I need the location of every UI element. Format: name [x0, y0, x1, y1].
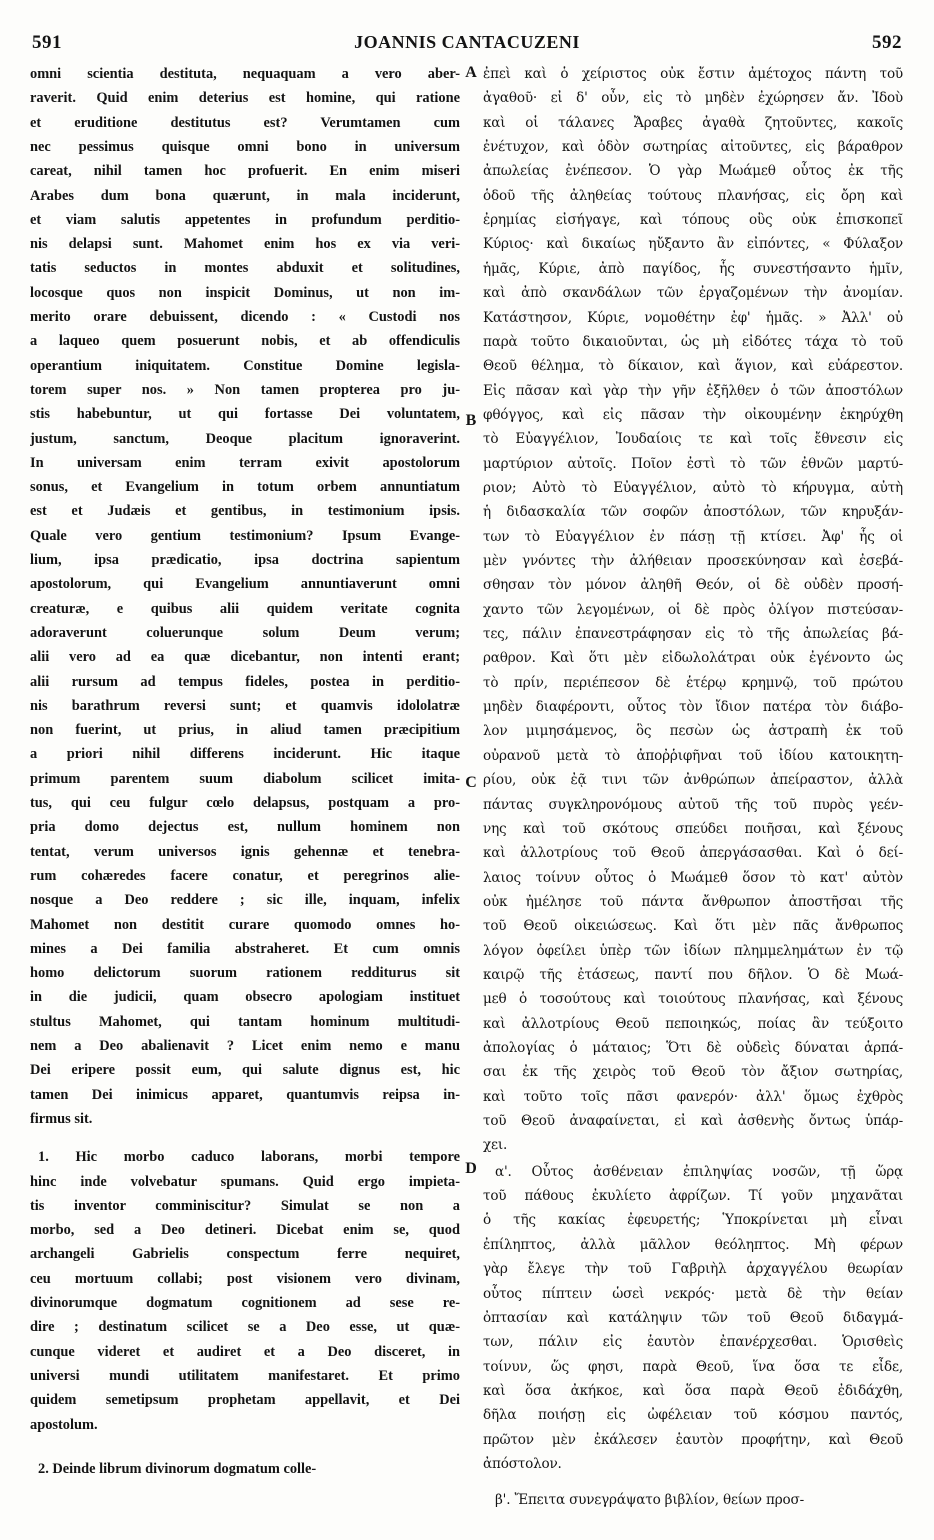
- greek-text-line: μὲν γνόντες τὴν ἀλήθειαν προσεκύνησαν καὶ ἐσεβά-: [483, 553, 903, 569]
- latin-text-line: tis inventor comminiscitur? Simulat se non a: [30, 1197, 460, 1214]
- greek-text-line: σαι ἐκ τῆς χειρὸς τοῦ Θεοῦ τὸν ἄξιον σωτηρίας,: [483, 1064, 903, 1081]
- latin-text-line: in die judicii, quam obsecro apologiam instituet: [30, 989, 460, 1006]
- latin-text-line: locosque quos non inspicit Dominus, ut non im-: [30, 284, 460, 301]
- latin-text-line: hinc inde volvebatur spumans. Quid ergo impieta-: [30, 1173, 460, 1190]
- greek-text-line: ἡμᾶς, Κύριε, ἀπὸ παγίδος, ἧς συνεστήσαντο ἡμῖν,: [483, 260, 903, 277]
- latin-text-line: omni scientia destituta, nequaquam a vero aber-: [30, 66, 460, 82]
- margin-letter: B: [465, 412, 477, 429]
- greek-text-line: οὐκ ἠμέλησε τοῦ πάντα ἄνθρωπον ἀποστῆσαι τῆς: [483, 893, 903, 910]
- latin-text-line: stis habebuntur, ut qui fortasse Dei voluntatem,: [30, 406, 460, 423]
- latin-text-line: apostolorum, qui Evangelium annuntiaverunt omni: [30, 576, 460, 593]
- greek-text-line: πρῶτον μὲν ἐκάλεσεν ἑαυτὸν προφήτην, καὶ Θεοῦ: [483, 1431, 903, 1448]
- latin-text-line: alii rursum ad tempus fideles, postea in perditio-: [30, 673, 460, 690]
- latin-text-line: creaturæ, e quibus alii quidem veritate cognita: [30, 600, 460, 617]
- greek-text-line: λαιος τοίνυν οὗτος ὁ Μωάμεθ ὅσον τὸ κατ' αὐτὸν: [483, 869, 903, 886]
- latin-text-line: mines a Dei familia abstraheret. Et cum omnis: [30, 940, 460, 957]
- latin-text-line: alii vero ad ea quæ dicebantur, non intenti erant;: [30, 649, 460, 666]
- latin-text-line: homo delictorum suorum rationem redditurus sit: [30, 965, 460, 982]
- greek-text-line: καὶ οἱ τάλανες Ἄραβες ἀγαθὰ ζητοῦντες, κακοῖς: [483, 114, 903, 131]
- greek-text-line: τες, πάλιν ἐπανεστράφησαν εἰς τὸ τῆς ἀπωλείας βά-: [483, 626, 903, 643]
- greek-text-line: ἀγαθοῦ· εἰ δ' οὖν, εἰς τὸ μηδὲν ἐχώρησεν ἄν. Ἰδοὺ: [483, 90, 903, 107]
- greek-text-line: μεθ ὁ τοσούτους καὶ τοιούτους πλανήσας, καὶ ξένους: [483, 991, 903, 1008]
- greek-text-line: πάντας συγκληρονόμους αὐτοῦ τῆς τοῦ πυρὸς γεέν-: [483, 796, 903, 813]
- latin-text-line: tentat, verum universos ignis gehennæ et tenebra-: [30, 843, 460, 860]
- greek-text-line: των τὸ Εὐαγγέλιον ἐν πάσῃ τῇ κτίσει. Ἀφ' ἧς οἱ: [483, 528, 903, 545]
- latin-text-line: a priori nihil differens inciderunt. Hic itaque: [30, 746, 460, 763]
- greek-text-line: Κατάστησον, Κύριε, νομοθέτην ἐφ' ἡμᾶς. » Ἀλλ' οὐ: [483, 309, 903, 326]
- greek-text-line: ἐνέτυχον, καὶ ὁδὸν σωτηρίας αἰτοῦντες, εἰς βάραθρον: [483, 139, 903, 156]
- right-page-number: 592: [872, 32, 902, 53]
- greek-text-line: Θεοῦ θέλημα, τὸ δίκαιον, καὶ ἅγιον, καὶ εὐάρεστον.: [483, 358, 903, 375]
- latin-text-line: Arabes dum bona quærunt, in mala inciderunt,: [30, 187, 460, 204]
- greek-text-line: ὁ τῆς κακίας ἐφευρετής; Ὑποκρίνεται μὴ εἶναι: [483, 1212, 903, 1229]
- latin-text-line: Dei eripere possit eum, qui salute dignus est, hic: [30, 1062, 460, 1079]
- greek-text-line: σθησαν τὸν μόνον ἀληθῆ Θεόν, οἱ δὲ οὐδὲν προσή-: [483, 577, 903, 594]
- latin-text-line: cunque videret et audiret et a Deo disceret, in: [30, 1343, 460, 1360]
- latin-text-line: quidem semetipsum prophetam appellavit, et Dei: [30, 1392, 460, 1409]
- latin-text-line: apostolum.: [30, 1416, 98, 1433]
- greek-text-line: οὐρανοῦ μετὰ τὸ ἀποῤῥιφῆναι τοῦ ἰδίου κατοικητη-: [483, 747, 903, 764]
- greek-text-line: ἐπεὶ καὶ ὁ χείριστος οὐκ ἔστιν ἀμέτοχος πάντη τοῦ: [483, 66, 903, 82]
- latin-text-line: In universam enim terram exivit apostolorum: [30, 454, 460, 471]
- latin-text-line: operantium iniquitatem. Constitue Domine legisla-: [30, 357, 460, 374]
- latin-text-line: firmus sit.: [30, 1110, 93, 1127]
- latin-text-line: divinorumque dogmatum cognitionem ad sese re-: [30, 1295, 460, 1311]
- greek-text-line: Κύριος· καὶ δικαίως ηὔξαντο ἂν εἰπόντες, « Φύλαξον: [483, 236, 903, 253]
- greek-text-line: καιρῷ τῆς ἐτάσεως, παντί που δῆλον. Ὁ δὲ Μωά-: [483, 966, 903, 983]
- greek-text-line: των, πάλιν εἰς ἑαυτὸν ἐπανέρχεσθαι. Ὁρισθεὶς: [483, 1334, 903, 1351]
- running-title: JOANNIS CANTACUZENI: [354, 32, 580, 52]
- latin-text-line: adoraverunt coluerunque solum Deum verum;: [30, 624, 460, 641]
- greek-text-line: ἐρημίας εἰσήγαγε, καὶ τόπους οὓς οὐκ ἐπισκοπεῖ: [483, 212, 903, 229]
- latin-text-line: torem super nos. » Non tamen propterea pro ju-: [30, 381, 460, 398]
- latin-text-line: archangeli Gabrielis conspectum ferre nequiret,: [30, 1246, 460, 1263]
- margin-letter: A: [465, 64, 477, 81]
- latin-text-line: primum parentem suum diabolum scilicet imita-: [30, 770, 460, 787]
- latin-text-line: nem a Deo abalienavit ? Licet enim nemo e manu: [30, 1038, 460, 1054]
- greek-text-line: καὶ ὅσα ἀκήκοε, καὶ ὅσα παρὰ Θεοῦ ἐδιδάχθη,: [483, 1382, 903, 1399]
- greek-text-line: γὰρ ἔλεγε τὴν τοῦ Γαβριὴλ ἀρχαγγέλου θεωρίαν: [483, 1261, 903, 1278]
- greek-text-line: καὶ ἀλλοτρίους τοῦ Θεοῦ ἀπεργάσασθαι. Καὶ ὁ δεί-: [483, 845, 903, 862]
- latin-text-line: et viam salutis appetentes in profundum perditio-: [30, 211, 460, 228]
- greek-text-line: μηδὲν διαφέροντι, οὗτος τὸν ἴδιον πατέρα τὸν διάβο-: [483, 699, 903, 716]
- latin-text-line: morbo, sed a Deo detineri. Dicebat enim se, quod: [30, 1222, 460, 1239]
- latin-text-line: universi mundi utilitatem manifestaret. Et primo: [30, 1367, 460, 1384]
- greek-text-line: καὶ ἀλλοτρίους Θεοῦ πεποιηκώς, ποίας ἂν τεύξοιτο: [483, 1015, 903, 1032]
- latin-text-line: Mahomet non destitit curare quomodo omnes ho-: [30, 916, 460, 933]
- latin-text-line: sonus, et Evangelium in totum orbem annuntiatum: [30, 479, 460, 496]
- greek-text-line: λόγον ὀφείλει ὑπὲρ τῶν ἰδίων πλημμελημάτων ἐν τῷ: [483, 942, 903, 959]
- greek-text-line: ἀπολογίας ὁ μάταιος; Ὅτι δὲ οὐδεὶς δύναται ἁρπά-: [483, 1040, 903, 1056]
- latin-text-line: rum cohæredes facere conatur, et peregrinos alie-: [30, 867, 460, 884]
- latin-text-line: tamen Dei inimicus apparet, quantumvis reipsa in-: [30, 1086, 460, 1103]
- latin-text-line: lium, ipsa prædicatio, ipsa doctrina sapientum: [30, 552, 460, 568]
- greek-text-line: τοῦ Θεοῦ οἰκειώσεως. Καὶ ὅτι μὲν πᾶς ἄνθρωπος: [483, 918, 903, 935]
- margin-letter: C: [465, 774, 477, 791]
- latin-text-line: nis barathrum reversi sunt; et quamvis idololatræ: [30, 697, 460, 714]
- latin-text-line: merito orare debuissent, dicendo : « Custodi nos: [30, 309, 460, 325]
- greek-text-line: καὶ τοῦτο τοῖς πᾶσι φανερόν· ἀλλ' ὅμως ἐχθρὸς: [483, 1088, 903, 1105]
- greek-text-line: νης καὶ τοῦ σκότους σπεύδει ποιῆσαι, καὶ ξένους: [483, 820, 903, 837]
- left-page-number: 591: [32, 32, 62, 53]
- latin-text-line: ceu mortuum collabi; post visionem vero divinam,: [30, 1270, 460, 1287]
- greek-text-line: χει.: [483, 1137, 508, 1154]
- latin-text-line: justum, sanctum, Deoque placitum ignoraverint.: [30, 430, 460, 447]
- latin-text-line: raverit. Quid enim deterius est homine, qui ratione: [30, 90, 460, 107]
- latin-text-line: nis delapsi sunt. Mahomet enim hos ex via veri-: [30, 236, 460, 253]
- latin-text-line: non fuerint, ut prius, in aliud tamen præcipitium: [30, 722, 460, 739]
- latin-text-line: et eruditione destitutus est? Verumtamen cum: [30, 114, 460, 131]
- latin-text-line: pria domo dejectus est, nullum hominem non: [30, 819, 460, 836]
- greek-text-line: τοίνυν, ὥς φησι, παρὰ Θεοῦ, ἵνα ὅσα τε εἶδε,: [483, 1358, 903, 1375]
- greek-text-line: τὸ Εὐαγγέλιον, Ἰουδαίοις τε καὶ τοῖς ἔθνεσιν εἰς: [483, 431, 903, 448]
- greek-text-line: ἀπωλείας ἐνέπεσον. Ὁ γὰρ Μωάμεθ οὗτος ἐκ τῆς: [483, 163, 903, 180]
- latin-text-line: dire ; destinatum scilicet se a Deo esse, ut quæ-: [30, 1319, 460, 1336]
- greek-text-line: μαρτύριον αὐτοῖς. Ποῖον ἐστὶ τὸ τῶν ἐθνῶν μαρτύ-: [483, 455, 903, 472]
- latin-text-line: tatis seductos in montes abduxit et solitudines,: [30, 260, 460, 277]
- latin-text-line: 1. Hic morbo caduco laborans, morbi tempore: [38, 1149, 460, 1166]
- greek-text-line: φθόγγος, καὶ εἰς πᾶσαν τὴν οἰκουμένην ἐκηρύχθη: [483, 406, 903, 423]
- greek-text-line: λον μιμησάμενος, ὃς πεσὼν ὡς ἀστραπὴ ἐκ τοῦ: [483, 723, 903, 740]
- greek-text-line: ὁδοῦ τῆς ἀληθείας τούτους πλανήσας, εἰς ὄρη καὶ: [483, 187, 903, 204]
- greek-text-line: Εἰς πᾶσαν καὶ γὰρ τὴν γῆν ἐξῆλθεν ὁ τῶν ἀποστόλων: [483, 382, 903, 399]
- latin-text-line: est et Judæis et gentibus, in testimonium ipsis.: [30, 503, 460, 520]
- latin-text-line: stultus Mahomet, qui tantam hominum multitudi-: [30, 1013, 460, 1030]
- greek-text-line: ρίου, οὐκ ἐᾷ τινι τῶν ἀνθρώπων ἀπείραστον, ἀλλὰ: [483, 772, 903, 789]
- greek-text-line: ἐπίληπτος, ἀλλὰ μᾶλλον θεόληπτος. Μὴ φέρων: [483, 1236, 903, 1253]
- greek-text-line: α'. Οὗτος ἀσθένειαν ἐπιληψίας νοσῶν, τῇ ὥρᾳ: [495, 1163, 903, 1180]
- greek-text-line: ἀπόστολον.: [483, 1455, 562, 1472]
- greek-text-line: ὀπτασίαν καὶ κατάληψιν τῶν τοῦ Θεοῦ διδαγμά-: [483, 1309, 903, 1326]
- greek-text-line: οὗτος πίπτειν ὡσεὶ νεκρός· μετὰ δὲ τὴν θείαν: [483, 1285, 903, 1302]
- greek-text-line: παρὰ τοῦτο δικαιοῦνται, ὡς μὴ εἰδότες τάχα τὸ τοῦ: [483, 333, 903, 350]
- latin-text-line: tus, qui ceu fulgur cœlo delapsus, postquam a pro-: [30, 795, 460, 811]
- latin-text-line: nosque a Deo reddere ; sic ille, inquam, infelix: [30, 892, 460, 909]
- latin-text-line: Quale vero gentium testimonium? Ipsum Evange-: [30, 527, 460, 544]
- latin-text-line: 2. Deinde librum divinorum dogmatum colle-: [38, 1460, 317, 1477]
- greek-text-line: β'. Ἔπειτα συνεγράψατο βιβλίον, θείων προσ-: [495, 1492, 804, 1509]
- greek-text-line: τὸ πρίν, περιέπεσον δὲ ἑτέρῳ κρημνῷ, τοῦ πρώτου: [483, 674, 903, 691]
- greek-text-line: τοῦ πάθους ἐκυλίετο ἀφρίζων. Τί γοῦν μηχανᾶται: [483, 1188, 903, 1205]
- greek-text-line: ραθρον. Καὶ ὅτι μὲν εἰδωλολάτραι οὐκ ἐγένοντο ὡς: [483, 650, 903, 667]
- latin-text-line: a laqueo quem posuerunt nobis, et ab offendiculis: [30, 333, 460, 350]
- greek-text-line: χαντο τῶν λεγομένων, οἱ δὲ πρὸς ὀλίγον πιστεύσαν-: [483, 601, 903, 618]
- greek-text-line: δῆλα ποιήσῃ εἰς ὠφέλειαν τοῦ κόσμου παντός,: [483, 1407, 903, 1424]
- greek-text-line: ριον; Αὐτὸ τὸ Εὐαγγέλιον, αὐτὸ τὸ κήρυγμα, αὐτὴ: [483, 479, 903, 496]
- latin-text-line: nec pessimus quisque omni bono in universum: [30, 138, 460, 155]
- greek-text-line: ἡ διδασκαλία τῶν σοφῶν ἀποστόλων, τῶν κηρυξάν-: [483, 504, 903, 521]
- greek-text-line: τοῦ Θεοῦ ἀναφαίνεται, εἰ καὶ ἀσθενὴς ὄντως ὑπάρ-: [483, 1113, 903, 1130]
- greek-text-line: καὶ ἀπὸ σκανδάλων τῶν ἐργαζομένων τὴν ἀνομίαν.: [483, 285, 903, 302]
- latin-text-line: careat, nihil tamen hoc profuerit. En enim miseri: [30, 163, 460, 180]
- margin-letter: D: [465, 1160, 477, 1177]
